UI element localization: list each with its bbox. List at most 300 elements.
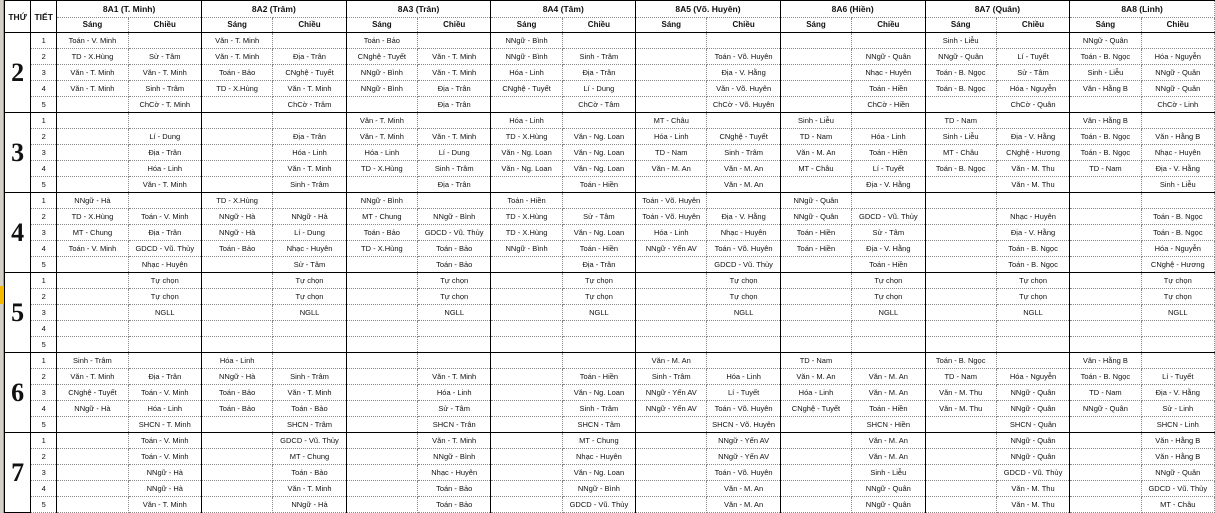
schedule-cell[interactable] <box>346 257 417 273</box>
schedule-cell[interactable] <box>491 305 562 321</box>
schedule-cell[interactable] <box>57 273 128 289</box>
class-header-4[interactable]: 8A4 (Tâm) <box>491 1 636 18</box>
schedule-cell[interactable]: Văn - T. Minh <box>346 113 417 129</box>
schedule-cell[interactable] <box>636 337 707 353</box>
schedule-cell[interactable]: Văn - Hằng B <box>1070 81 1141 97</box>
schedule-cell[interactable] <box>491 497 562 513</box>
schedule-cell[interactable]: MT - Châu <box>780 161 851 177</box>
schedule-cell[interactable]: NNgữ - Quân <box>996 433 1069 449</box>
schedule-cell[interactable]: NNgữ - Hà <box>201 209 272 225</box>
schedule-cell[interactable] <box>57 257 128 273</box>
schedule-cell[interactable]: Sinh - Trâm <box>562 49 635 65</box>
day-label[interactable]: 4 <box>5 193 31 273</box>
schedule-cell[interactable]: TD - Nam <box>780 129 851 145</box>
schedule-cell[interactable]: Lí - Dung <box>562 81 635 97</box>
schedule-cell[interactable]: CNghệ - Tuyết <box>707 129 780 145</box>
schedule-cell[interactable]: Hóa - Linh <box>491 65 562 81</box>
schedule-cell[interactable]: TD - Nam <box>925 113 996 129</box>
schedule-cell[interactable]: Sinh - Trâm <box>128 81 201 97</box>
schedule-cell[interactable]: TD - X.Hùng <box>491 209 562 225</box>
schedule-cell[interactable]: Văn - T. Minh <box>57 369 128 385</box>
schedule-cell[interactable] <box>201 161 272 177</box>
schedule-cell[interactable] <box>562 113 635 129</box>
schedule-cell[interactable]: Văn - T. Minh <box>273 81 346 97</box>
tiet-header[interactable]: TIẾT <box>31 1 57 33</box>
schedule-cell[interactable]: NNgữ - Yến AV <box>707 433 780 449</box>
schedule-cell[interactable]: Toán - Hiền <box>852 401 925 417</box>
schedule-cell[interactable]: Toán - Bảo <box>201 65 272 81</box>
schedule-cell[interactable] <box>1070 97 1141 113</box>
schedule-cell[interactable]: Sinh - Trâm <box>57 353 128 369</box>
schedule-cell[interactable]: Văn - T. Minh <box>128 65 201 81</box>
class-header-7[interactable]: 8A7 (Quân) <box>925 1 1070 18</box>
schedule-cell[interactable] <box>636 49 707 65</box>
schedule-cell[interactable]: Sinh - Liễu <box>1070 65 1141 81</box>
schedule-cell[interactable]: Tự chọn <box>1141 289 1214 305</box>
schedule-cell[interactable] <box>1070 497 1141 513</box>
schedule-cell[interactable]: Hóa - Linh <box>636 129 707 145</box>
period-number[interactable]: 3 <box>31 385 57 401</box>
schedule-cell[interactable]: Văn - T. Minh <box>201 49 272 65</box>
schedule-cell[interactable]: TD - X.Hùng <box>201 193 272 209</box>
schedule-cell[interactable] <box>852 33 925 49</box>
schedule-cell[interactable] <box>201 417 272 433</box>
period-number[interactable]: 4 <box>31 321 57 337</box>
schedule-cell[interactable] <box>1141 193 1214 209</box>
schedule-cell[interactable]: Toán - Bảo <box>346 33 417 49</box>
schedule-cell[interactable]: NNgữ - Quân <box>996 385 1069 401</box>
schedule-cell[interactable]: NNgữ - Yến AV <box>636 385 707 401</box>
schedule-cell[interactable]: Văn - M. Thu <box>996 161 1069 177</box>
schedule-cell[interactable] <box>780 305 851 321</box>
schedule-cell[interactable] <box>636 81 707 97</box>
schedule-cell[interactable]: NNgữ - Quân <box>780 193 851 209</box>
schedule-cell[interactable]: NNgữ - Bình <box>491 33 562 49</box>
schedule-cell[interactable]: TD - X.Hùng <box>57 49 128 65</box>
session-afternoon-header[interactable]: Chiều <box>707 18 780 33</box>
schedule-cell[interactable] <box>636 273 707 289</box>
schedule-cell[interactable]: CNghệ - Hương <box>996 145 1069 161</box>
schedule-cell[interactable]: Địa - V. Hằng <box>852 241 925 257</box>
schedule-cell[interactable]: Sinh - Liễu <box>852 465 925 481</box>
schedule-cell[interactable]: Địa - Trân <box>418 97 491 113</box>
schedule-cell[interactable] <box>1070 209 1141 225</box>
schedule-cell[interactable]: Sinh - Liễu <box>780 113 851 129</box>
schedule-cell[interactable]: Toán - Võ. Huyên <box>707 49 780 65</box>
schedule-cell[interactable]: Văn - M. An <box>707 177 780 193</box>
schedule-cell[interactable] <box>925 497 996 513</box>
schedule-cell[interactable]: GDCD - Vũ. Thủy <box>418 225 491 241</box>
schedule-cell[interactable]: Văn - Hằng B <box>1070 113 1141 129</box>
schedule-cell[interactable]: CNghệ - Tuyết <box>273 65 346 81</box>
schedule-cell[interactable]: Văn - M. Thu <box>996 497 1069 513</box>
schedule-cell[interactable] <box>1070 321 1141 337</box>
schedule-cell[interactable]: Hóa - Linh <box>636 225 707 241</box>
schedule-cell[interactable]: Toán - Hiền <box>852 257 925 273</box>
session-morning-header[interactable]: Sáng <box>491 18 562 33</box>
schedule-cell[interactable]: SHCN - Trâm <box>273 417 346 433</box>
schedule-cell[interactable] <box>780 433 851 449</box>
schedule-cell[interactable]: Văn - T. Minh <box>418 369 491 385</box>
schedule-cell[interactable] <box>925 481 996 497</box>
schedule-cell[interactable] <box>491 433 562 449</box>
day-label[interactable]: 6 <box>5 353 31 433</box>
period-number[interactable]: 5 <box>31 97 57 113</box>
schedule-cell[interactable]: Văn - Ng. Loan <box>562 465 635 481</box>
schedule-cell[interactable]: Sinh - Trâm <box>707 145 780 161</box>
schedule-cell[interactable]: MT - Châu <box>1141 497 1214 513</box>
schedule-cell[interactable] <box>201 97 272 113</box>
schedule-cell[interactable]: Toán - Hiền <box>852 81 925 97</box>
schedule-cell[interactable]: Địa - Trân <box>562 257 635 273</box>
schedule-cell[interactable]: Tự chọn <box>707 273 780 289</box>
schedule-cell[interactable]: Địa - Trân <box>562 65 635 81</box>
schedule-cell[interactable]: Nhạc - Huyên <box>1141 145 1214 161</box>
schedule-cell[interactable]: ChCờ - Linh <box>1141 97 1214 113</box>
schedule-cell[interactable]: Toán - Hiền <box>562 241 635 257</box>
schedule-cell[interactable] <box>201 481 272 497</box>
schedule-cell[interactable] <box>996 337 1069 353</box>
schedule-cell[interactable]: NNgữ - Hà <box>57 401 128 417</box>
schedule-cell[interactable] <box>925 433 996 449</box>
schedule-cell[interactable] <box>201 337 272 353</box>
schedule-cell[interactable]: Tự chọn <box>852 289 925 305</box>
session-morning-header[interactable]: Sáng <box>1070 18 1141 33</box>
period-number[interactable]: 2 <box>31 289 57 305</box>
schedule-cell[interactable]: Văn - T. Minh <box>201 33 272 49</box>
schedule-cell[interactable]: Văn - Hằng B <box>1141 129 1214 145</box>
schedule-cell[interactable]: Hóa - Linh <box>273 145 346 161</box>
schedule-cell[interactable] <box>636 289 707 305</box>
schedule-cell[interactable]: Văn - T. Minh <box>273 161 346 177</box>
schedule-cell[interactable] <box>1070 449 1141 465</box>
schedule-cell[interactable] <box>346 305 417 321</box>
schedule-cell[interactable] <box>925 417 996 433</box>
schedule-cell[interactable]: NNgữ - Bình <box>562 481 635 497</box>
schedule-cell[interactable] <box>491 417 562 433</box>
period-number[interactable]: 3 <box>31 145 57 161</box>
class-header-5[interactable]: 8A5 (Võ. Huyên) <box>636 1 781 18</box>
schedule-cell[interactable]: Toán - Bảo <box>201 385 272 401</box>
schedule-cell[interactable]: Hóa - Linh <box>491 113 562 129</box>
schedule-cell[interactable]: Văn - M. An <box>780 369 851 385</box>
schedule-cell[interactable] <box>57 113 128 129</box>
schedule-cell[interactable] <box>491 337 562 353</box>
schedule-cell[interactable]: NNgữ - Yến AV <box>636 241 707 257</box>
schedule-cell[interactable] <box>780 273 851 289</box>
schedule-cell[interactable]: Toán - Hiền <box>562 177 635 193</box>
schedule-cell[interactable]: CNghệ - Tuyết <box>491 81 562 97</box>
schedule-cell[interactable]: Địa - Trân <box>273 129 346 145</box>
schedule-cell[interactable]: TD - X.Hùng <box>491 129 562 145</box>
schedule-cell[interactable]: Địa - V. Hằng <box>707 209 780 225</box>
schedule-cell[interactable] <box>491 369 562 385</box>
schedule-cell[interactable]: NNgữ - Yến AV <box>636 401 707 417</box>
schedule-cell[interactable]: Sinh - Trâm <box>273 369 346 385</box>
schedule-cell[interactable]: NGLL <box>273 305 346 321</box>
schedule-cell[interactable] <box>636 97 707 113</box>
schedule-cell[interactable] <box>925 449 996 465</box>
schedule-cell[interactable]: NNgữ - Quân <box>852 497 925 513</box>
schedule-cell[interactable]: Địa - V. Hằng <box>1141 385 1214 401</box>
schedule-cell[interactable] <box>925 257 996 273</box>
schedule-cell[interactable]: NNgữ - Bình <box>346 193 417 209</box>
schedule-cell[interactable] <box>418 33 491 49</box>
schedule-cell[interactable]: Sử - Tâm <box>562 209 635 225</box>
schedule-cell[interactable] <box>128 113 201 129</box>
schedule-cell[interactable]: CNghệ - Hương <box>1141 257 1214 273</box>
schedule-cell[interactable]: Văn - M. An <box>707 497 780 513</box>
schedule-cell[interactable]: ChCờ - Hiền <box>852 97 925 113</box>
schedule-cell[interactable] <box>636 177 707 193</box>
schedule-cell[interactable]: Sinh - Trâm <box>636 369 707 385</box>
schedule-cell[interactable]: Toán - Võ. Huyên <box>636 209 707 225</box>
schedule-cell[interactable]: GDCD - Vũ. Thủy <box>128 241 201 257</box>
schedule-cell[interactable]: Tự chọn <box>128 289 201 305</box>
period-number[interactable]: 2 <box>31 449 57 465</box>
schedule-cell[interactable] <box>491 465 562 481</box>
schedule-cell[interactable]: Toán - Võ. Huyên <box>707 241 780 257</box>
period-number[interactable]: 1 <box>31 273 57 289</box>
schedule-cell[interactable] <box>1070 289 1141 305</box>
schedule-cell[interactable] <box>273 353 346 369</box>
schedule-cell[interactable]: Tự chọn <box>418 289 491 305</box>
schedule-cell[interactable] <box>707 353 780 369</box>
schedule-cell[interactable]: Văn - T. Minh <box>418 433 491 449</box>
schedule-cell[interactable]: ChCờ - Võ. Huyên <box>707 97 780 113</box>
schedule-cell[interactable]: Văn - T. Minh <box>57 65 128 81</box>
schedule-cell[interactable]: ChCờ - Tâm <box>562 97 635 113</box>
schedule-cell[interactable] <box>780 337 851 353</box>
schedule-cell[interactable]: GDCD - Vũ. Thủy <box>852 209 925 225</box>
schedule-cell[interactable]: Địa - V. Hằng <box>996 225 1069 241</box>
schedule-cell[interactable] <box>128 337 201 353</box>
schedule-cell[interactable] <box>636 65 707 81</box>
schedule-cell[interactable]: Văn - M. Thu <box>996 481 1069 497</box>
schedule-cell[interactable] <box>346 385 417 401</box>
schedule-cell[interactable]: Nhạc - Huyên <box>707 225 780 241</box>
schedule-cell[interactable]: Toán - V. Minh <box>128 209 201 225</box>
day-label[interactable]: 3 <box>5 113 31 193</box>
period-number[interactable]: 3 <box>31 225 57 241</box>
schedule-cell[interactable]: Toán - Võ. Huyên <box>707 465 780 481</box>
schedule-cell[interactable]: Văn - T. Minh <box>273 385 346 401</box>
schedule-cell[interactable] <box>201 321 272 337</box>
schedule-cell[interactable] <box>201 177 272 193</box>
schedule-cell[interactable]: Văn - T. Minh <box>418 129 491 145</box>
schedule-cell[interactable] <box>925 209 996 225</box>
schedule-cell[interactable]: TD - X.Hùng <box>346 241 417 257</box>
class-header-2[interactable]: 8A2 (Trâm) <box>201 1 346 18</box>
schedule-cell[interactable] <box>780 321 851 337</box>
schedule-cell[interactable] <box>636 417 707 433</box>
schedule-cell[interactable] <box>925 273 996 289</box>
schedule-cell[interactable]: Toán - V. Minh <box>128 385 201 401</box>
session-morning-header[interactable]: Sáng <box>780 18 851 33</box>
schedule-cell[interactable] <box>346 481 417 497</box>
schedule-cell[interactable] <box>57 305 128 321</box>
schedule-cell[interactable]: Sử - Tâm <box>418 401 491 417</box>
schedule-cell[interactable] <box>57 145 128 161</box>
session-afternoon-header[interactable]: Chiều <box>1141 18 1214 33</box>
schedule-cell[interactable] <box>636 305 707 321</box>
schedule-cell[interactable] <box>57 97 128 113</box>
schedule-cell[interactable] <box>201 129 272 145</box>
schedule-cell[interactable]: TD - Nam <box>1070 385 1141 401</box>
schedule-cell[interactable]: NNgữ - Quân <box>1141 81 1214 97</box>
schedule-cell[interactable]: Văn - T. Minh <box>128 177 201 193</box>
schedule-cell[interactable]: NNgữ - Quân <box>780 209 851 225</box>
schedule-cell[interactable]: Văn - Ng. Loan <box>562 385 635 401</box>
schedule-cell[interactable]: Toán - Bảo <box>273 401 346 417</box>
schedule-cell[interactable] <box>1141 33 1214 49</box>
schedule-cell[interactable]: Tự chọn <box>996 289 1069 305</box>
schedule-cell[interactable]: TD - Nam <box>925 369 996 385</box>
schedule-cell[interactable] <box>346 177 417 193</box>
schedule-cell[interactable]: Nhạc - Huyên <box>996 209 1069 225</box>
session-morning-header[interactable]: Sáng <box>925 18 996 33</box>
schedule-cell[interactable] <box>996 321 1069 337</box>
schedule-cell[interactable]: Nhạc - Huyên <box>418 465 491 481</box>
schedule-cell[interactable]: Văn - M. Thu <box>925 385 996 401</box>
day-label[interactable]: 2 <box>5 33 31 113</box>
schedule-cell[interactable]: Toán - B. Ngọc <box>1070 369 1141 385</box>
schedule-cell[interactable]: MT - Châu <box>636 113 707 129</box>
schedule-cell[interactable] <box>57 161 128 177</box>
schedule-cell[interactable] <box>273 33 346 49</box>
schedule-cell[interactable] <box>1141 353 1214 369</box>
schedule-cell[interactable]: Văn - T. Minh <box>418 49 491 65</box>
schedule-cell[interactable]: Lí - Tuyết <box>996 49 1069 65</box>
schedule-cell[interactable]: Địa - Trân <box>128 369 201 385</box>
schedule-cell[interactable] <box>636 449 707 465</box>
period-number[interactable]: 1 <box>31 433 57 449</box>
schedule-cell[interactable]: NGLL <box>418 305 491 321</box>
schedule-cell[interactable] <box>852 113 925 129</box>
schedule-cell[interactable]: Địa - Trân <box>128 145 201 161</box>
schedule-cell[interactable] <box>346 289 417 305</box>
schedule-cell[interactable] <box>707 193 780 209</box>
schedule-cell[interactable] <box>491 257 562 273</box>
schedule-cell[interactable]: CNghệ - Tuyết <box>57 385 128 401</box>
schedule-cell[interactable] <box>1070 177 1141 193</box>
schedule-cell[interactable]: NNgữ - Quân <box>1070 33 1141 49</box>
schedule-cell[interactable]: Hóa - Linh <box>201 353 272 369</box>
period-number[interactable]: 4 <box>31 401 57 417</box>
schedule-cell[interactable] <box>57 177 128 193</box>
schedule-cell[interactable]: Sinh - Trâm <box>418 161 491 177</box>
schedule-cell[interactable]: Toán - Hiền <box>491 193 562 209</box>
class-header-3[interactable]: 8A3 (Trân) <box>346 1 491 18</box>
schedule-cell[interactable] <box>201 449 272 465</box>
schedule-cell[interactable] <box>57 433 128 449</box>
schedule-cell[interactable] <box>925 225 996 241</box>
period-number[interactable]: 2 <box>31 369 57 385</box>
schedule-cell[interactable] <box>925 193 996 209</box>
schedule-cell[interactable]: Tự chọn <box>707 289 780 305</box>
schedule-cell[interactable]: Hóa - Nguyễn <box>1141 241 1214 257</box>
schedule-cell[interactable]: Toán - B. Ngọc <box>925 161 996 177</box>
schedule-cell[interactable]: Văn - T. Minh <box>57 81 128 97</box>
schedule-cell[interactable]: Tự chọn <box>996 273 1069 289</box>
schedule-cell[interactable] <box>346 449 417 465</box>
schedule-cell[interactable]: Lí - Dung <box>128 129 201 145</box>
schedule-cell[interactable] <box>491 385 562 401</box>
schedule-cell[interactable]: Toán - B. Ngọc <box>1070 145 1141 161</box>
thu-header[interactable]: THỨ <box>5 1 31 33</box>
schedule-cell[interactable] <box>1070 225 1141 241</box>
schedule-cell[interactable] <box>57 465 128 481</box>
schedule-cell[interactable]: Lí - Tuyết <box>1141 369 1214 385</box>
schedule-cell[interactable] <box>418 193 491 209</box>
schedule-cell[interactable]: Toán - B. Ngọc <box>925 353 996 369</box>
schedule-cell[interactable] <box>491 97 562 113</box>
schedule-cell[interactable] <box>1141 337 1214 353</box>
schedule-cell[interactable]: Tự chọn <box>852 273 925 289</box>
schedule-cell[interactable]: Tự chọn <box>562 289 635 305</box>
schedule-cell[interactable] <box>780 417 851 433</box>
schedule-cell[interactable]: Lí - Dung <box>273 225 346 241</box>
schedule-cell[interactable] <box>128 321 201 337</box>
schedule-cell[interactable]: Văn - M. An <box>852 433 925 449</box>
schedule-cell[interactable]: NNgữ - Hà <box>201 369 272 385</box>
schedule-cell[interactable] <box>346 337 417 353</box>
schedule-cell[interactable]: Toán - B. Ngọc <box>996 257 1069 273</box>
schedule-cell[interactable]: Toán - V. Minh <box>57 33 128 49</box>
schedule-cell[interactable] <box>925 465 996 481</box>
schedule-cell[interactable] <box>1070 305 1141 321</box>
schedule-cell[interactable] <box>491 177 562 193</box>
schedule-cell[interactable]: Toán - Võ. Huyên <box>636 193 707 209</box>
period-number[interactable]: 1 <box>31 353 57 369</box>
period-number[interactable]: 1 <box>31 33 57 49</box>
schedule-cell[interactable]: SHCN - T. Minh <box>128 417 201 433</box>
schedule-cell[interactable] <box>128 193 201 209</box>
schedule-cell[interactable]: Hóa - Linh <box>852 129 925 145</box>
schedule-cell[interactable]: Địa - Trân <box>128 225 201 241</box>
schedule-cell[interactable] <box>201 289 272 305</box>
schedule-cell[interactable]: Lí - Tuyết <box>707 385 780 401</box>
schedule-cell[interactable] <box>201 305 272 321</box>
schedule-cell[interactable]: Toán - Bảo <box>201 241 272 257</box>
schedule-cell[interactable]: Sử - Tâm <box>273 257 346 273</box>
schedule-cell[interactable] <box>780 97 851 113</box>
schedule-cell[interactable]: NNgữ - Quân <box>1141 465 1214 481</box>
schedule-cell[interactable]: NGLL <box>707 305 780 321</box>
schedule-cell[interactable]: Sinh - Liễu <box>925 33 996 49</box>
schedule-cell[interactable] <box>418 337 491 353</box>
schedule-cell[interactable] <box>780 33 851 49</box>
schedule-cell[interactable]: ChCờ - Quân <box>996 97 1069 113</box>
schedule-cell[interactable]: Địa - V. Hằng <box>852 177 925 193</box>
schedule-cell[interactable]: NNgữ - Bình <box>418 209 491 225</box>
schedule-cell[interactable]: Toán - Võ. Huyên <box>707 401 780 417</box>
schedule-cell[interactable]: NNgữ - Quân <box>1070 401 1141 417</box>
schedule-cell[interactable]: Văn - Võ. Huyên <box>707 81 780 97</box>
session-afternoon-header[interactable]: Chiều <box>562 18 635 33</box>
schedule-cell[interactable]: Sử - Tâm <box>128 49 201 65</box>
schedule-cell[interactable] <box>636 465 707 481</box>
schedule-cell[interactable]: Hóa - Linh <box>707 369 780 385</box>
schedule-cell[interactable]: Văn - M. An <box>852 449 925 465</box>
schedule-cell[interactable] <box>201 497 272 513</box>
class-header-8[interactable]: 8A8 (Linh) <box>1070 1 1215 18</box>
schedule-cell[interactable]: GDCD - Vũ. Thủy <box>1141 481 1214 497</box>
schedule-cell[interactable]: Hóa - Linh <box>346 145 417 161</box>
schedule-cell[interactable]: MT - Chung <box>57 225 128 241</box>
schedule-cell[interactable] <box>57 337 128 353</box>
schedule-cell[interactable]: SHCN - Tâm <box>562 417 635 433</box>
